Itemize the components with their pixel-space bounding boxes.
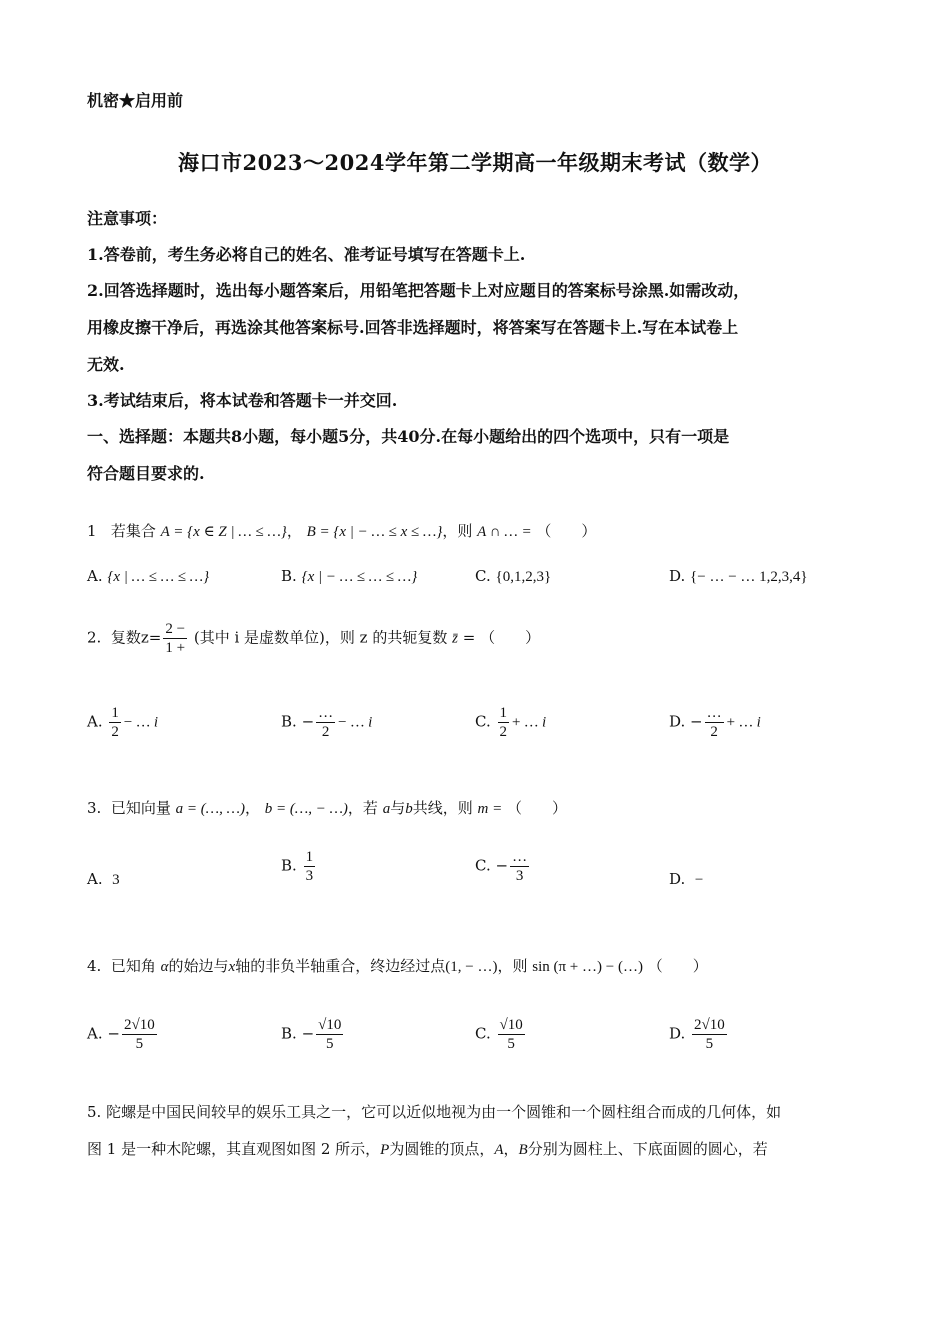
option-text: {x | − … ≤ … ≤ …} <box>301 569 418 585</box>
q2-option-c[interactable] <box>475 704 546 741</box>
option-label: C. <box>475 712 491 731</box>
q2-option-d[interactable] <box>669 704 761 741</box>
minus-sign: − <box>301 1024 315 1043</box>
option-text: − … i <box>122 714 159 731</box>
point-p: P <box>380 1142 390 1158</box>
fraction <box>316 704 335 741</box>
question-number: 4. <box>87 957 102 975</box>
section-1-line-1: 一、选择题：本题共8小题，每小题5分，共40分.在每小题给出的四个选项中，只有一项是 <box>87 427 730 446</box>
option-text: {0,1,2,3} <box>495 569 552 585</box>
q4-option-c[interactable] <box>475 1016 527 1053</box>
q3-option-a[interactable] <box>87 870 120 889</box>
vector-a: a = (…, …) <box>175 801 245 817</box>
trig-expression: sin (π + …) − (…) <box>532 959 643 975</box>
vector-b: b = (…, − …) <box>264 801 348 817</box>
fraction-numerator: 1 <box>305 849 314 865</box>
option-label: D. <box>669 1024 686 1043</box>
question-number: 3. <box>87 799 102 817</box>
question-text: 图 1 是一种木陀螺，其直观图如图 2 所示， <box>87 1140 381 1158</box>
option-label: B. <box>281 567 297 585</box>
q3-option-c[interactable] <box>475 848 531 885</box>
minus-sign: − <box>107 1024 120 1043</box>
question-text: ，若 <box>347 799 378 817</box>
conjugate-symbol: z̄ <box>452 630 458 647</box>
point-a: A <box>494 1142 504 1158</box>
minus-sign: − <box>495 856 509 875</box>
section-1-line-2: 符合题目要求的. <box>87 464 205 483</box>
minus-sign: − <box>301 712 315 731</box>
q1-option-a[interactable] <box>87 567 209 586</box>
fraction-numerator: √10 <box>318 1017 342 1033</box>
answer-blank: （ ） <box>480 628 541 647</box>
option-text: + … i <box>725 714 761 731</box>
fraction-denominator: 5 <box>326 1036 334 1052</box>
fraction <box>692 1016 727 1053</box>
q4-option-a[interactable] <box>87 1016 159 1053</box>
option-text: − … i <box>337 714 373 731</box>
question-text: 复数z= <box>110 628 162 647</box>
option-text: 3 <box>112 872 120 888</box>
q2-option-a[interactable] <box>87 704 158 741</box>
question-text: 若集合 <box>110 522 156 540</box>
intersection-expression: A ∩ … = <box>477 524 532 540</box>
question-1 <box>87 520 596 541</box>
vector-b-symbol: b <box>405 801 413 817</box>
separator: ， <box>503 1140 519 1158</box>
question-text: 已知角 <box>110 957 156 975</box>
point-b: B <box>518 1142 528 1158</box>
question-text: 共线，则 <box>412 799 473 817</box>
answer-blank: （ ） <box>647 957 708 975</box>
question-text: (其中 i 是虚数单位)，则 z 的共轭复数 <box>193 628 448 647</box>
question-text: ，则 <box>497 957 528 975</box>
question-3 <box>87 797 567 818</box>
fraction-denominator: 5 <box>705 1036 714 1052</box>
answer-blank: （ ） <box>536 522 597 540</box>
confidential-label: 机密★启用前 <box>87 91 184 110</box>
note-item-2-line-3: 无效. <box>87 355 125 374</box>
fraction-denominator: 2 <box>321 724 330 740</box>
q4-option-b[interactable] <box>281 1016 345 1053</box>
option-label: D. <box>669 712 686 731</box>
minus-sign: − <box>690 712 703 731</box>
fraction-numerator: 2 − <box>165 621 186 637</box>
question-number: 1 <box>87 522 97 540</box>
question-text: 与 <box>390 799 406 817</box>
equals-sign: = <box>462 628 476 647</box>
separator: ， <box>244 799 260 817</box>
fraction <box>498 1016 525 1053</box>
question-number: 2. <box>87 628 102 647</box>
option-label: A. <box>87 1024 103 1043</box>
fraction-numerator: … <box>706 705 722 721</box>
fraction-numerator: … <box>318 705 334 721</box>
note-item-1: 1.答卷前，考生务必将自己的姓名、准考证号填写在答题卡上. <box>87 245 526 264</box>
option-label: D. <box>669 567 686 585</box>
question-text: 轴的非负半轴重合，终边经过点 <box>235 957 446 975</box>
option-label: B. <box>281 712 297 731</box>
x-axis-symbol: x <box>228 959 236 975</box>
set-a-expression: A = {x ∈ Z | … ≤ …} <box>160 524 287 540</box>
separator: ， <box>286 522 302 540</box>
option-label: A. <box>87 567 103 585</box>
fraction-denominator: 5 <box>507 1036 515 1052</box>
unknown-m: m = <box>477 801 503 817</box>
q1-option-d[interactable] <box>669 567 808 586</box>
note-item-3: 3.考试结束后，将本试卷和答题卡一并交回. <box>87 391 398 410</box>
note-item-2-line-2: 用橡皮擦干净后，再选涂其他答案标号.回答非选择题时，将答案写在答题卡上.写在本试卷上 <box>87 318 739 337</box>
fraction-denominator: 2 <box>111 724 119 740</box>
fraction-numerator: … <box>512 849 528 865</box>
question-5-line-2 <box>87 1138 768 1159</box>
q1-option-c[interactable] <box>475 567 551 586</box>
set-b-expression: B = {x | − … ≤ x ≤ …} <box>306 524 443 540</box>
fraction-denominator: 2 <box>710 724 718 740</box>
notes-heading: 注意事项： <box>87 209 168 228</box>
fraction <box>304 848 316 885</box>
q3-option-d[interactable] <box>669 870 703 889</box>
angle-alpha: α <box>160 959 169 975</box>
q1-option-b[interactable] <box>281 567 417 586</box>
option-label: C. <box>475 567 491 585</box>
option-text: + … i <box>511 714 547 731</box>
option-label: A. <box>87 870 103 888</box>
vector-a-symbol: a <box>382 801 391 817</box>
q3-option-b[interactable] <box>281 848 317 885</box>
fraction <box>705 704 724 741</box>
question-text: 分别为圆柱上、下底面圆的圆心，若 <box>527 1140 768 1158</box>
fraction-numerator: 2√10 <box>123 1017 155 1033</box>
question-text: 的始边与 <box>168 957 229 975</box>
fraction <box>498 704 510 741</box>
note-item-2-line-1: 2.回答选择题时，选出每小题答案后，用铅笔把答题卡上对应题目的答案标号涂黑.如需改动， <box>87 281 750 300</box>
fraction-numerator: 2√10 <box>694 1017 725 1033</box>
option-text: {x | … ≤ … ≤ …} <box>107 569 210 585</box>
fraction-denominator: 2 <box>499 724 507 740</box>
option-label: A. <box>87 712 103 731</box>
option-text: − <box>694 872 704 888</box>
question-text: ，则 <box>442 522 473 540</box>
option-label: C. <box>475 856 491 875</box>
fraction-numerator: √10 <box>499 1017 523 1033</box>
option-label: D. <box>669 870 686 888</box>
option-label: B. <box>281 856 297 875</box>
q4-option-d[interactable] <box>669 1016 729 1053</box>
fraction-numerator: 1 <box>111 705 119 721</box>
exam-title: 海口市2023～2024学年第二学期高一年级期末考试（数学） <box>178 150 772 175</box>
q2-option-b[interactable] <box>281 704 372 741</box>
terminal-point: (1, − …) <box>445 959 498 975</box>
fraction <box>510 848 529 885</box>
question-text: 已知向量 <box>110 799 171 817</box>
option-text: {− … − … 1,2,3,4} <box>690 569 808 585</box>
fraction-denominator: 3 <box>305 868 314 884</box>
fraction-numerator: 1 <box>499 705 507 721</box>
fraction <box>109 704 121 741</box>
fraction <box>122 1016 157 1053</box>
fraction-denominator: 5 <box>135 1036 144 1052</box>
fraction <box>316 1016 343 1053</box>
question-5-line-1: 5. 陀螺是中国民间较早的娱乐工具之一，它可以近似地视为由一个圆锥和一个圆柱组合而成的几何体，如 <box>87 1103 782 1121</box>
fraction-denominator: 3 <box>515 868 524 884</box>
question-2 <box>87 620 540 657</box>
fraction-denominator: 1 + <box>165 640 186 656</box>
option-label: C. <box>475 1024 491 1043</box>
answer-blank: （ ） <box>507 799 568 817</box>
fraction <box>163 620 187 657</box>
question-text: 为圆锥的顶点， <box>389 1140 495 1158</box>
question-4 <box>87 955 708 976</box>
option-label: B. <box>281 1024 297 1043</box>
